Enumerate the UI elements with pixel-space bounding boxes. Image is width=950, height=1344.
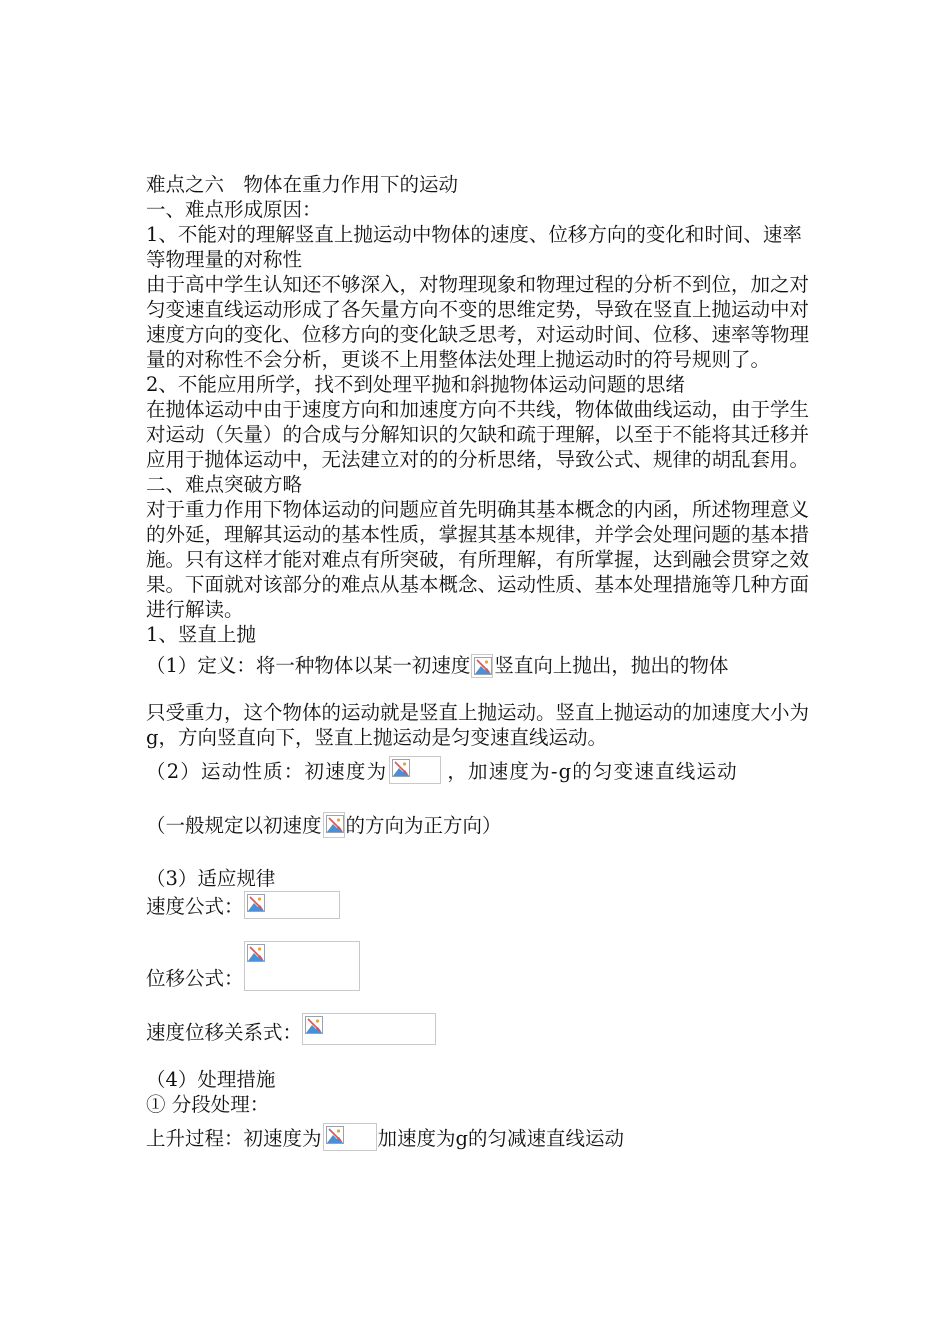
definition-text-b: 竖直向上抛出，抛出的物体 bbox=[494, 654, 729, 677]
broken-image-icon bbox=[474, 657, 492, 675]
section2-heading: 二、难点突破方略 bbox=[146, 473, 303, 496]
speed-formula-image bbox=[244, 891, 340, 919]
methods-heading: （4）处理措施 bbox=[146, 1068, 276, 1091]
broken-image-icon bbox=[326, 1126, 344, 1144]
section1-item2-body: 在抛体运动中由于速度方向和加速度方向不共线，物体做曲线运动，由于学生对运动（矢量）的合成与分解知识的欠缺和疏于理解，以至于不能将其迁移并应用于抛体运动中，无法建立对的的分析思绪，导致公式、规律的胡乱套用。 bbox=[146, 398, 810, 471]
nature-note-line bbox=[146, 812, 818, 838]
section1-item1-heading: 1、不能对的理解竖直上抛运动中物体的速度、位移方向的变化和时间、速率等物理量的对称性 bbox=[146, 223, 802, 271]
initial-velocity-image-3 bbox=[323, 812, 345, 838]
section1-heading: 一、难点形成原因： bbox=[146, 198, 322, 221]
rules-heading: （3）适应规律 bbox=[146, 867, 276, 890]
relation-formula-image bbox=[302, 1013, 436, 1045]
relation-formula-line bbox=[146, 1013, 818, 1045]
section1-item2-heading: 2、不能应用所学，找不到处理平抛和斜抛物体运动问题的思绪 bbox=[146, 373, 685, 396]
definition-text-a: （1）定义：将一种物体以某一初速度 bbox=[146, 654, 471, 677]
speed-formula-label: 速度公式： bbox=[146, 895, 244, 918]
rise-text-a: 上升过程：初速度为 bbox=[146, 1127, 322, 1150]
nature-text-c: （一般规定以初速度 bbox=[146, 814, 322, 837]
broken-image-icon bbox=[326, 815, 344, 833]
definition-line bbox=[146, 653, 818, 678]
initial-velocity-image-2 bbox=[389, 756, 441, 784]
broken-image-icon bbox=[305, 1016, 323, 1034]
relation-formula-label: 速度位移关系式： bbox=[146, 1021, 303, 1044]
rise-line bbox=[146, 1123, 818, 1151]
initial-velocity-image-4 bbox=[323, 1123, 377, 1151]
section1-item1-body: 由于高中学生认知还不够深入，对物理现象和物理过程的分析不到位，加之对匀变速直线运动形成了各矢量方向不变的思维定势，导致在竖直上抛运动中对速度方向的变化、位移方向的变化缺乏思考，对运动时间、位移、速率等物理量的对称性不会分析，更谈不上用整体法处理上抛运动时的符号规则了。 bbox=[146, 273, 810, 371]
segment-heading: ① 分段处理： bbox=[146, 1093, 270, 1116]
document-title: 难点之六 物体在重力作用下的运动 bbox=[146, 173, 459, 196]
broken-image-icon bbox=[247, 894, 265, 912]
section2-body: 对于重力作用下物体运动的问题应首先明确其基本概念的内函，所述物理意义的外延，理解其运动的基本性质，掌握其基本规律，并学会处理问题的基本措施。只有这样才能对难点有所突破，有所理解，有所掌握，达到融会贯穿之效果。下面就对该部分的难点从基本概念、运动性质、基本处理措施等几种方面进行解读。 bbox=[146, 498, 810, 621]
rise-text-b: 加速度为g的匀减速直线运动 bbox=[377, 1127, 624, 1150]
nature-text-d: 的方向为正方向） bbox=[345, 814, 502, 837]
broken-image-icon bbox=[247, 944, 265, 962]
document-page bbox=[146, 172, 818, 1151]
topic-vertical-throw: 1、竖直上抛 bbox=[146, 623, 256, 646]
initial-velocity-image bbox=[471, 654, 493, 678]
broken-image-icon bbox=[392, 759, 410, 777]
speed-formula-line bbox=[146, 891, 818, 919]
displacement-formula-image bbox=[244, 941, 360, 991]
displacement-formula-label: 位移公式： bbox=[146, 967, 244, 990]
nature-line bbox=[146, 756, 818, 784]
nature-text-b: ，加速度为-g的匀变速直线运动 bbox=[447, 760, 738, 783]
displacement-formula-line bbox=[146, 941, 818, 991]
nature-text-a: （2）运动性质：初速度为 bbox=[146, 760, 388, 783]
definition-text-c: 只受重力，这个物体的运动就是竖直上抛运动。竖直上抛运动的加速度大小为g，方向竖直向下，竖直上抛运动是匀变速直线运动。 bbox=[146, 701, 810, 749]
